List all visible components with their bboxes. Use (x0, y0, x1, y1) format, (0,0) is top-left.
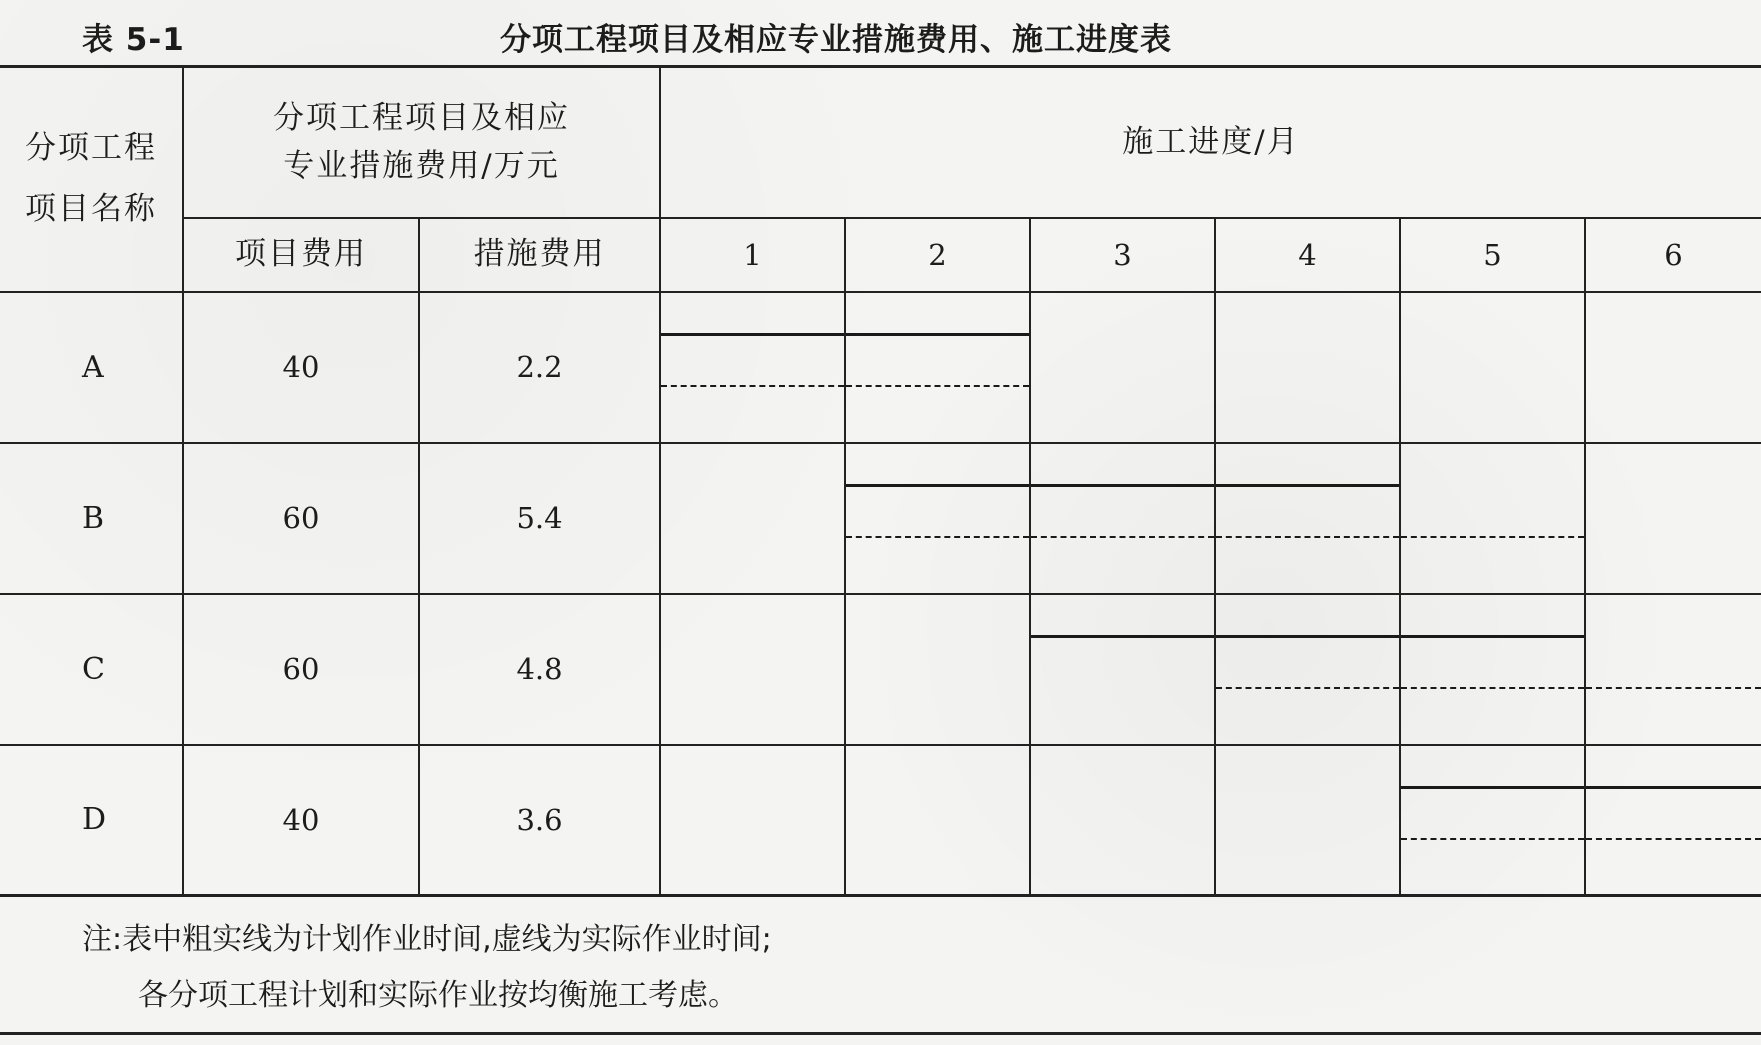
month-cell (1030, 745, 1215, 896)
row-measure-fee: 4.8 (419, 594, 660, 745)
table-note (82, 912, 772, 1024)
schedule-group-header (660, 67, 1761, 218)
fee-group-header-line2: 专业措施费用/万元 (283, 148, 560, 185)
month-label-6: 6 (1664, 237, 1683, 272)
plan-bar (1401, 635, 1584, 638)
schedule-table (0, 65, 1761, 897)
plan-bar (846, 333, 1029, 336)
actual-bar (1586, 838, 1761, 840)
month-header-4 (1215, 218, 1400, 292)
note-line-1: 注:表中粗实线为计划作业时间,虚线为实际作业时间; (82, 922, 772, 957)
schedule-table-wrapper (0, 65, 1761, 903)
month-cell (1030, 292, 1215, 443)
month-cell (660, 443, 845, 594)
note-line-2: 各分项工程计划和实际作业按均衡施工考虑。 (138, 978, 738, 1013)
month-cell (1400, 292, 1585, 443)
fee-group-header (183, 67, 660, 218)
fee-group-header-line1: 分项工程项目及相应 (273, 100, 570, 137)
month-label-2: 2 (928, 237, 947, 272)
month-cell (660, 292, 845, 443)
actual-bar (1031, 536, 1214, 538)
measure-fee-label: 措施费用 (473, 236, 606, 272)
month-label-5: 5 (1483, 237, 1502, 272)
plan-bar (1401, 786, 1584, 789)
row-name: C (0, 594, 183, 745)
actual-bar (1216, 536, 1399, 538)
month-cell (1585, 443, 1761, 594)
actual-bar (846, 536, 1029, 538)
project-name-header (0, 67, 183, 292)
month-cell (845, 443, 1030, 594)
table-title: 分项工程项目及相应专业措施费用、施工进度表 (500, 22, 1172, 58)
row-project-fee: 60 (183, 443, 419, 594)
month-cell (660, 594, 845, 745)
table-row (0, 594, 1761, 745)
month-cell (845, 292, 1030, 443)
month-header-5 (1400, 218, 1585, 292)
month-label-3: 3 (1113, 237, 1132, 272)
month-cell (1400, 594, 1585, 745)
table-number: 表 5-1 (82, 22, 185, 58)
project-fee-label: 项目费用 (235, 236, 367, 272)
actual-bar (1586, 687, 1761, 689)
actual-bar (1401, 687, 1584, 689)
row-name: D (0, 745, 183, 896)
month-cell (1215, 594, 1400, 745)
month-cell (1215, 443, 1400, 594)
project-name-header-line1: 分项工程 (25, 130, 157, 167)
month-header-1 (660, 218, 845, 292)
row-measure-fee: 2.2 (419, 292, 660, 443)
table-row (0, 292, 1761, 443)
row-name: A (0, 292, 183, 443)
month-label-1: 1 (743, 237, 762, 272)
row-project-fee: 40 (183, 292, 419, 443)
table-row (0, 745, 1761, 896)
row-project-fee: 40 (183, 745, 419, 896)
plan-bar (661, 333, 844, 336)
measure-fee-header (419, 218, 660, 292)
row-measure-fee: 5.4 (419, 443, 660, 594)
plan-bar (1216, 484, 1399, 487)
month-header-6 (1585, 218, 1761, 292)
month-cell (1585, 292, 1761, 443)
row-measure-fee: 3.6 (419, 745, 660, 896)
month-cell (1585, 594, 1761, 745)
row-name: B (0, 443, 183, 594)
actual-bar (1216, 687, 1399, 689)
plan-bar (1216, 635, 1399, 638)
bottom-rule (0, 1032, 1761, 1035)
month-cell (1585, 745, 1761, 896)
month-cell (1400, 443, 1585, 594)
plan-bar (1031, 635, 1214, 638)
table-header (0, 10, 1761, 58)
table-row (0, 443, 1761, 594)
plan-bar (1031, 484, 1214, 487)
schedule-group-label: 施工进度/月 (1122, 123, 1300, 160)
plan-bar (1586, 786, 1761, 789)
row-project-fee: 60 (183, 594, 419, 745)
actual-bar (661, 385, 844, 387)
month-header-2 (845, 218, 1030, 292)
project-fee-header (183, 218, 419, 292)
actual-bar (1401, 536, 1584, 538)
month-cell (1215, 745, 1400, 896)
plan-bar (846, 484, 1029, 487)
month-cell (1030, 443, 1215, 594)
project-name-header-line2: 项目名称 (25, 191, 157, 228)
month-cell (845, 745, 1030, 896)
month-cell (660, 745, 845, 896)
actual-bar (846, 385, 1029, 387)
actual-bar (1401, 838, 1584, 840)
month-cell (845, 594, 1030, 745)
month-cell (1400, 745, 1585, 896)
month-cell (1215, 292, 1400, 443)
month-cell (1030, 594, 1215, 745)
month-label-4: 4 (1298, 237, 1317, 272)
month-header-3 (1030, 218, 1215, 292)
